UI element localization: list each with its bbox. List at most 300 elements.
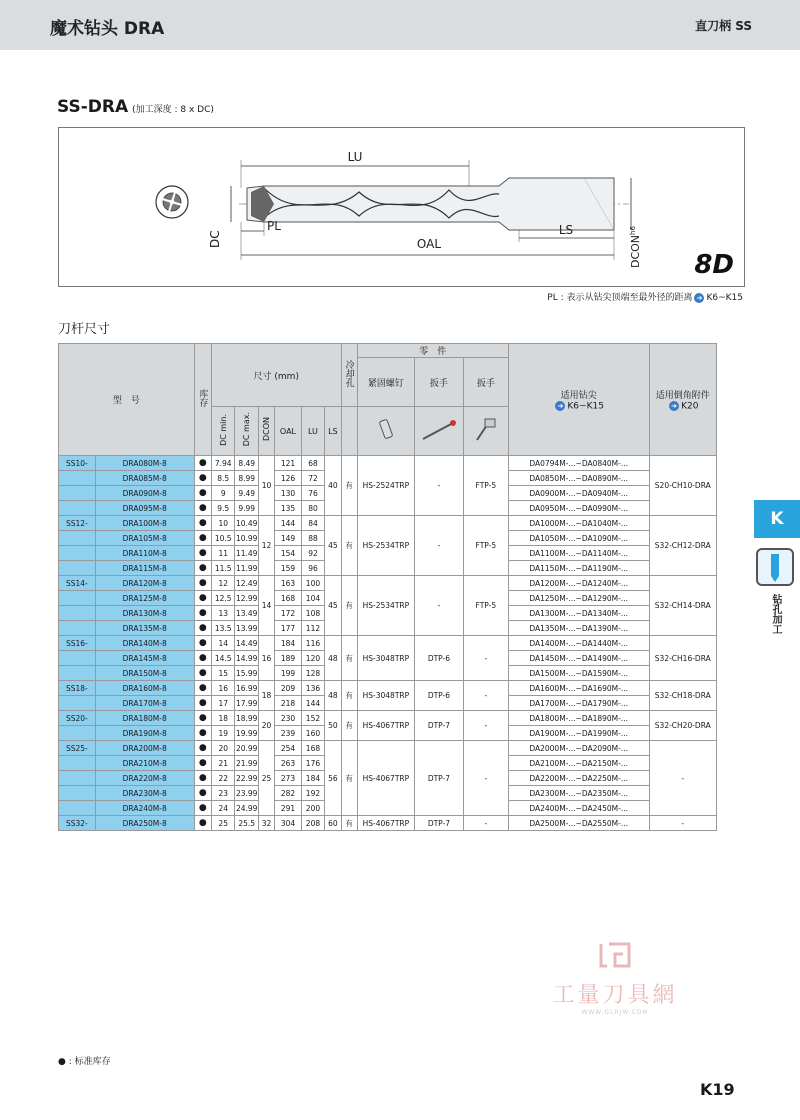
lu-cell: 100 [301,576,324,591]
coolant-cell: 有 [341,576,357,636]
model-cell: DRA145M-8 [95,651,194,666]
header-model: 型 号 [59,344,195,456]
tip-cell: DA1800M-...~DA1890M-... [508,711,649,726]
oal-cell: 154 [275,546,302,561]
lu-cell: 128 [301,666,324,681]
series-cell [59,591,96,606]
lu-cell: 76 [301,486,324,501]
section-subtitle: (加工深度 : 8 x DC) [132,105,214,115]
model-cell: DRA130M-8 [95,606,194,621]
lu-cell: 108 [301,606,324,621]
tip-cell: DA2300M-...~DA2350M-... [508,786,649,801]
series-cell: SS10- [59,456,96,471]
dcmax-cell: 22.99 [235,771,258,786]
stock-cell: ● [194,666,211,681]
wrench2-cell: - [463,636,508,681]
dcmax-cell: 9.99 [235,501,258,516]
screw-cell: HS-4067TRP [357,816,414,831]
tip-cell: DA1250M-...~DA1290M-... [508,591,649,606]
dcmax-cell: 11.99 [235,561,258,576]
drill-end-view-icon [156,186,188,218]
lu-cell: 152 [301,711,324,726]
dcmin-cell: 12 [212,576,235,591]
oal-cell: 163 [275,576,302,591]
oal-cell: 130 [275,486,302,501]
header-dims: 尺寸 (mm) [212,344,342,407]
oal-cell: 172 [275,606,302,621]
chamfer-cell: - [649,741,716,816]
series-cell: SS16- [59,636,96,651]
stock-cell: ● [194,591,211,606]
page-title: 魔术钻头 DRA [50,19,165,39]
wrench2-cell: - [463,711,508,741]
screw-icon [357,407,414,456]
dcmin-cell: 7.94 [212,456,235,471]
screw-cell: HS-4067TRP [357,711,414,741]
lu-cell: 120 [301,651,324,666]
header-parts: 零 件 [357,344,508,358]
dcmin-cell: 12.5 [212,591,235,606]
dcmin-cell: 8.5 [212,471,235,486]
tip-cell: DA1450M-...~DA1490M-... [508,651,649,666]
table-row [59,681,717,696]
dcon-cell: 18 [258,681,274,711]
model-cell: DRA150M-8 [95,666,194,681]
stock-cell: ● [194,681,211,696]
coolant-cell: 有 [341,516,357,576]
lu-cell: 144 [301,696,324,711]
table-row [59,711,717,726]
wrench1-cell: DTP-7 [414,741,463,816]
pl-note-text: PL : 表示从钻尖顶端至最外径的距离 [547,293,693,303]
wrench2-cell: - [463,681,508,711]
lu-cell: 184 [301,771,324,786]
pl-note-ref: K6~K15 [706,293,743,303]
dcmax-cell: 14.99 [235,651,258,666]
pl-label: PL [267,219,281,233]
oal-label: OAL [416,237,442,251]
tip-cell: DA1050M-...~DA1090M-... [508,531,649,546]
coolant-cell: 有 [341,681,357,711]
coolant-cell: 有 [341,711,357,741]
lu-cell: 84 [301,516,324,531]
oal-cell: 184 [275,636,302,651]
coolant-cell: 有 [341,741,357,816]
ls-cell: 48 [325,636,341,681]
stock-cell: ● [194,756,211,771]
tip-cell: DA1100M-...~DA1140M-... [508,546,649,561]
oal-cell: 273 [275,771,302,786]
oal-cell: 126 [275,471,302,486]
model-cell: DRA125M-8 [95,591,194,606]
tip-cell: DA1150M-...~DA1190M-... [508,561,649,576]
model-cell: DRA120M-8 [95,576,194,591]
stock-cell: ● [194,696,211,711]
dcmax-cell: 15.99 [235,666,258,681]
dcmin-cell: 21 [212,756,235,771]
stock-cell: ● [194,486,211,501]
series-cell [59,546,96,561]
header-wrench1: 扳手 [414,358,463,407]
lu-cell: 68 [301,456,324,471]
oal-cell: 218 [275,696,302,711]
lu-cell: 160 [301,726,324,741]
wrench1-cell: DTP-7 [414,711,463,741]
screw-cell: HS-3048TRP [357,636,414,681]
dcmax-cell: 10.99 [235,531,258,546]
ls-cell: 50 [325,711,341,741]
oal-cell: 189 [275,651,302,666]
lu-cell: 92 [301,546,324,561]
dcmax-cell: 8.49 [235,456,258,471]
dcmax-cell: 13.99 [235,621,258,636]
dcmax-cell: 20.99 [235,741,258,756]
header-coolant: 冷却孔 [341,344,357,407]
screw-cell: HS-4067TRP [357,741,414,816]
model-cell: DRA250M-8 [95,816,194,831]
lu-cell: 72 [301,471,324,486]
stock-cell: ● [194,786,211,801]
dcon-cell: 16 [258,636,274,681]
dcmin-cell: 11 [212,546,235,561]
model-cell: DRA090M-8 [95,486,194,501]
chamfer-cell: S32-CH14-DRA [649,576,716,636]
stock-cell: ● [194,636,211,651]
coolant-cell: 有 [341,816,357,831]
series-cell [59,726,96,741]
model-cell: DRA135M-8 [95,621,194,636]
tip-cell: DA1200M-...~DA1240M-... [508,576,649,591]
dcmax-cell: 8.99 [235,471,258,486]
wrench-icon [414,407,463,456]
header-stock: 库存 [194,344,211,456]
header-screw: 紧固螺钉 [357,358,414,407]
wrench1-cell: - [414,456,463,516]
series-cell [59,621,96,636]
stock-cell: ● [194,801,211,816]
table-row [59,516,717,531]
dcmin-cell: 13 [212,606,235,621]
tip-cell: DA1900M-...~DA1990M-... [508,726,649,741]
screw-cell: HS-2524TRP [357,456,414,516]
model-cell: DRA115M-8 [95,561,194,576]
stock-cell: ● [194,621,211,636]
chamfer-cell: S32-CH20-DRA [649,711,716,741]
lu-label: LU [347,150,363,164]
tip-cell: DA1500M-...~DA1590M-... [508,666,649,681]
header-dcon: DCON [258,407,274,456]
dcmin-cell: 22 [212,771,235,786]
model-cell: DRA080M-8 [95,456,194,471]
wrench1-cell: DTP-6 [414,636,463,681]
chamfer-cell: S32-CH12-DRA [649,516,716,576]
tip-cell: DA1600M-...~DA1690M-... [508,681,649,696]
lu-cell: 104 [301,591,324,606]
header-lu: LU [301,407,324,456]
oal-cell: 239 [275,726,302,741]
section-title [57,97,214,117]
dcmax-cell: 25.5 [235,816,258,831]
stock-cell: ● [194,606,211,621]
spec-table [58,343,717,831]
series-cell [59,666,96,681]
dcon-label: $DCON^{h6}$ [629,226,642,268]
ls-cell: 45 [325,516,341,576]
oal-cell: 291 [275,801,302,816]
model-cell: DRA160M-8 [95,681,194,696]
page-header [0,0,800,50]
stock-cell: ● [194,471,211,486]
stock-cell: ● [194,516,211,531]
tip-cell: DA2500M-...~DA2550M-... [508,816,649,831]
dcon-cell: 20 [258,711,274,741]
pl-note [400,290,743,303]
arrow-right-icon: ➜ [694,293,704,303]
table-row [59,576,717,591]
wrench2-cell: FTP-5 [463,456,508,516]
dcon-cell: 12 [258,516,274,576]
dc-label: DC [208,230,222,248]
dcmax-cell: 18.99 [235,711,258,726]
header-dcmin: DC min. [212,407,235,456]
model-cell: DRA170M-8 [95,696,194,711]
tip-cell: DA2000M-...~DA2090M-... [508,741,649,756]
tip-cell: DA1350M-...~DA1390M-... [508,621,649,636]
stock-cell: ● [194,816,211,831]
watermark-url: WWW.GLRJW.COM [581,1009,649,1016]
lu-cell: 116 [301,636,324,651]
model-cell: DRA210M-8 [95,756,194,771]
wrench2-cell: FTP-5 [463,516,508,576]
dcmin-cell: 13.5 [212,621,235,636]
dcmin-cell: 25 [212,816,235,831]
stock-cell: ● [194,741,211,756]
category-label: 直刀柄 SS [695,19,752,33]
oal-cell: 121 [275,456,302,471]
drill-diagram [58,127,745,287]
page-number: K19 [700,1080,735,1099]
coolant-cell: 有 [341,636,357,681]
series-cell [59,756,96,771]
stock-cell: ● [194,501,211,516]
dcmax-cell: 16.99 [235,681,258,696]
screw-cell: HS-2534TRP [357,576,414,636]
dcmax-cell: 13.49 [235,606,258,621]
series-cell [59,486,96,501]
model-cell: DRA230M-8 [95,786,194,801]
table-row [59,816,717,831]
chamfer-cell: S32-CH16-DRA [649,636,716,681]
dcon-cell: 10 [258,456,274,516]
oal-cell: 230 [275,711,302,726]
oal-cell: 144 [275,516,302,531]
dcmax-cell: 12.49 [235,576,258,591]
tip-cell: DA2400M-...~DA2450M-... [508,801,649,816]
dcmin-cell: 18 [212,711,235,726]
model-cell: DRA240M-8 [95,801,194,816]
oal-cell: 149 [275,531,302,546]
dcmin-cell: 16 [212,681,235,696]
series-cell: SS25- [59,741,96,756]
series-cell [59,801,96,816]
watermark-logo-icon [595,940,635,970]
screw-cell: HS-3048TRP [357,681,414,711]
stock-cell: ● [194,561,211,576]
stock-cell: ● [194,651,211,666]
series-cell [59,471,96,486]
wrench2-cell: - [463,816,508,831]
table-row [59,636,717,651]
stock-cell: ● [194,531,211,546]
wrench1-cell: DTP-7 [414,816,463,831]
table-title: 刀杆尺寸 [58,322,111,337]
oal-cell: 159 [275,561,302,576]
lu-cell: 96 [301,561,324,576]
wrench2-cell: - [463,741,508,816]
torx-wrench-icon [463,407,508,456]
drilling-icon [756,548,794,586]
dcmin-cell: 10 [212,516,235,531]
dcmin-cell: 20 [212,741,235,756]
stock-cell: ● [194,711,211,726]
model-cell: DRA110M-8 [95,546,194,561]
oal-cell: 282 [275,786,302,801]
dcmin-cell: 9.5 [212,501,235,516]
dcmin-cell: 11.5 [212,561,235,576]
dcmin-cell: 10.5 [212,531,235,546]
tip-cell: DA0900M-...~DA0940M-... [508,486,649,501]
section-tab-label: 钻孔加工 [770,594,781,634]
dcmin-cell: 14.5 [212,651,235,666]
tip-cell: DA0950M-...~DA0990M-... [508,501,649,516]
watermark [540,940,690,1016]
stock-cell: ● [194,771,211,786]
depth-badge: 8D [694,250,734,280]
series-cell: SS20- [59,711,96,726]
dcmax-cell: 11.49 [235,546,258,561]
dcmax-cell: 14.49 [235,636,258,651]
tip-cell: DA0794M-...~DA0840M-... [508,456,649,471]
series-cell [59,501,96,516]
wrench2-cell: FTP-5 [463,576,508,636]
oal-cell: 177 [275,621,302,636]
model-cell: DRA105M-8 [95,531,194,546]
model-cell: DRA095M-8 [95,501,194,516]
drill-drawing [59,128,744,286]
series-cell: SS32- [59,816,96,831]
dcmin-cell: 24 [212,801,235,816]
ls-cell: 45 [325,576,341,636]
wrench1-cell: - [414,516,463,576]
lu-cell: 200 [301,801,324,816]
series-cell [59,606,96,621]
footnote: ● : 标准库存 [58,1057,111,1067]
dcmax-cell: 9.49 [235,486,258,501]
header-ls: LS [325,407,341,456]
dcmin-cell: 15 [212,666,235,681]
series-cell [59,531,96,546]
dcmin-cell: 14 [212,636,235,651]
lu-cell: 168 [301,741,324,756]
ls-cell: 48 [325,681,341,711]
series-cell [59,561,96,576]
table-row [59,456,717,471]
header-dcmax: DC max. [235,407,258,456]
ls-cell: 56 [325,741,341,816]
model-cell: DRA200M-8 [95,741,194,756]
ls-label: LS [558,223,574,237]
series-cell: SS18- [59,681,96,696]
dcmin-cell: 9 [212,486,235,501]
tip-cell: DA1300M-...~DA1340M-... [508,606,649,621]
tip-cell: DA1700M-...~DA1790M-... [508,696,649,711]
oal-cell: 304 [275,816,302,831]
model-cell: DRA180M-8 [95,711,194,726]
dcon-cell: 32 [258,816,274,831]
spec-table-body [59,456,717,831]
series-cell: SS14- [59,576,96,591]
series-cell [59,651,96,666]
dcmax-cell: 24.99 [235,801,258,816]
dcon-cell: 25 [258,741,274,816]
lu-cell: 176 [301,756,324,771]
model-cell: DRA220M-8 [95,771,194,786]
dcon-cell: 14 [258,576,274,636]
series-cell [59,786,96,801]
chamfer-cell: S20-CH10-DRA [649,456,716,516]
dcmax-cell: 23.99 [235,786,258,801]
dcmin-cell: 17 [212,696,235,711]
lu-cell: 112 [301,621,324,636]
stock-cell: ● [194,456,211,471]
model-cell: DRA085M-8 [95,471,194,486]
oal-cell: 168 [275,591,302,606]
dcmax-cell: 10.49 [235,516,258,531]
coolant-cell: 有 [341,456,357,516]
dcmax-cell: 17.99 [235,696,258,711]
arrow-right-icon: ➜ [669,401,679,411]
arrow-right-icon: ➜ [555,401,565,411]
header-wrench2: 扳手 [463,358,508,407]
lu-cell: 88 [301,531,324,546]
wrench1-cell: DTP-6 [414,681,463,711]
section-tab-k[interactable]: K [754,500,800,538]
tip-cell: DA1400M-...~DA1440M-... [508,636,649,651]
screw-cell: HS-2534TRP [357,516,414,576]
model-cell: DRA100M-8 [95,516,194,531]
oal-cell: 199 [275,666,302,681]
dcmax-cell: 12.99 [235,591,258,606]
tip-cell: DA2200M-...~DA2250M-... [508,771,649,786]
tip-cell: DA2100M-...~DA2150M-... [508,756,649,771]
lu-cell: 208 [301,816,324,831]
stock-cell: ● [194,576,211,591]
lu-cell: 192 [301,786,324,801]
oal-cell: 135 [275,501,302,516]
chamfer-cell: S32-CH18-DRA [649,681,716,711]
lu-cell: 80 [301,501,324,516]
series-cell: SS12- [59,516,96,531]
series-cell [59,771,96,786]
section-title-text: SS-DRA [57,97,129,117]
dcmax-cell: 19.99 [235,726,258,741]
chamfer-cell: - [649,816,716,831]
header-chamfer: 适用倒角附件 ➜ K20 [649,344,716,456]
header-oal: OAL [275,407,302,456]
stock-cell: ● [194,726,211,741]
table-row [59,741,717,756]
dcmin-cell: 19 [212,726,235,741]
